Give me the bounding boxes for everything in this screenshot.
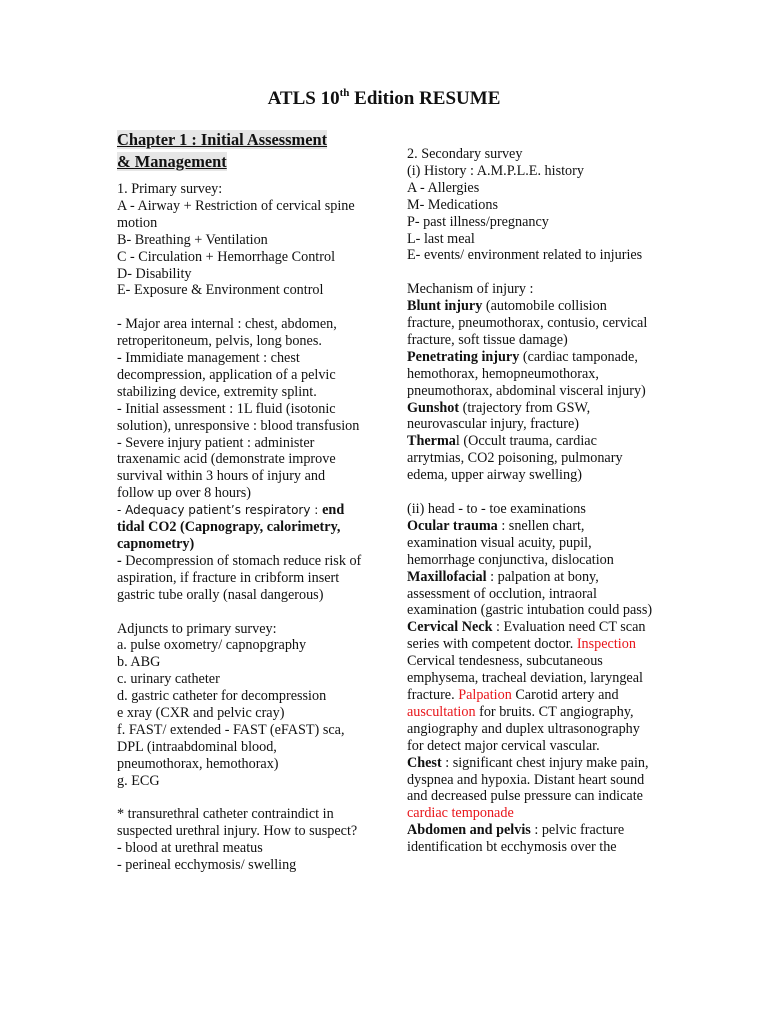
exam-term: Chest bbox=[407, 754, 442, 771]
title-text-rest: Edition RESUME bbox=[349, 88, 501, 109]
exam-abdomen-pelvis bbox=[407, 822, 657, 856]
exam-chest bbox=[407, 755, 657, 823]
document-title bbox=[0, 88, 768, 110]
primary-survey-item: C - Circulation + Hemorrhage Control bbox=[117, 248, 336, 265]
mechanism-text: (trajectory from GSW, neurovascular injury, fracture) bbox=[407, 399, 591, 433]
exam-text: : palpation at bony, assessment of occlution, intraoral examination (gastric intubation could pass) bbox=[407, 568, 653, 619]
primary-survey-item: E- Exposure & Environment control bbox=[117, 282, 324, 299]
transurethral-block bbox=[117, 806, 365, 874]
secondary-survey-heading: 2. Secondary survey bbox=[407, 146, 523, 162]
note-paragraph: - Severe injury patient : administer traxenamic acid (demonstrate improve survival within 3 hours of injury and follow up over 8 hours) bbox=[117, 434, 336, 502]
adjunct-item: b. ABG bbox=[117, 654, 161, 671]
mechanism-item bbox=[407, 433, 657, 484]
adjuncts-block bbox=[117, 621, 365, 790]
right-column bbox=[407, 146, 657, 856]
adjuncts-heading: Adjuncts to primary survey: bbox=[117, 620, 277, 637]
exam-text: : pelvic fracture identification bt ecchymosis over the bbox=[407, 822, 625, 856]
exam-term: Maxillofacial bbox=[407, 568, 487, 585]
adjunct-item: d. gastric catheter for decompression bbox=[117, 688, 327, 705]
ample-item: L- last meal bbox=[407, 230, 475, 247]
exam-text: : significant chest injury make pain, dyspnea and hypoxia. Distant heart sound and decreased pulse pressure can indicate bbox=[407, 754, 649, 805]
note-paragraph: - Major area internal : chest, abdomen, retroperitoneum, pelvis, long bones. bbox=[117, 316, 337, 350]
mechanism-term: Therma bbox=[407, 433, 456, 450]
chapter-heading bbox=[117, 129, 365, 172]
exam-text: Cervical tendesness, subcutaneous emphysema, tracheal deviation, laryngeal fracture. bbox=[407, 653, 643, 703]
mechanism-heading: Mechanism of injury : bbox=[407, 281, 534, 298]
exam-text: Carotid artery and bbox=[511, 686, 619, 703]
history-heading: (i) History : A.M.P.L.E. history bbox=[407, 162, 584, 179]
adequacy-bold: end tidal CO2 (Capnograpy, calorimetry, capnometry) bbox=[117, 502, 345, 553]
note-paragraph: - Immidiate management : chest decompression, application of a pelvic stabilizing device, extremity splint. bbox=[117, 350, 336, 400]
exam-text: for bruits. CT angiography, angiography and duplex ultrasonography for detect major cervical vascular. bbox=[407, 703, 640, 754]
mechanism-text: l (Occult trauma, cardiac arrytmias, CO2 poisoning, pulmonary edema, upper airway swelling) bbox=[407, 433, 623, 484]
mechanism-term: Penetrating injury bbox=[407, 348, 520, 365]
ample-item: P- past illness/pregnancy bbox=[407, 213, 549, 230]
mechanism-term: Blunt injury bbox=[407, 298, 483, 315]
exam-term: Cervical Neck bbox=[407, 619, 493, 636]
transurethral-note: * transurethral catheter contraindict in suspected urethral injury. How to suspect? bbox=[117, 806, 358, 840]
primary-survey-item: B- Breathing + Ventilation bbox=[117, 231, 268, 248]
exam-text: : Evaluation need CT scan series with competent doctor. bbox=[407, 619, 646, 653]
ample-item: E- events/ environment related to injuries bbox=[407, 247, 643, 264]
chapter-heading-line-2: & Management bbox=[117, 151, 227, 171]
adjunct-item: g. ECG bbox=[117, 772, 160, 789]
decompression-text: Decompression of stomach reduce risk of aspiration, if fracture in cribform insert gastric tube orally (nasal dangerous) bbox=[117, 552, 362, 603]
highlight-auscultation: auscultation bbox=[407, 703, 476, 720]
highlight-palpation: Palpation bbox=[458, 686, 512, 703]
exam-ocular bbox=[407, 518, 657, 569]
mechanism-text: (automobile collision fracture, pneumothorax, contusio, cervical fracture, soft tissue damage) bbox=[407, 298, 648, 348]
chapter-heading-line-1: Chapter 1 : Initial Assessment bbox=[117, 130, 328, 149]
title-superscript: th bbox=[339, 86, 350, 99]
mechanism-item bbox=[407, 298, 657, 349]
exam-term: Ocular trauma bbox=[407, 517, 498, 534]
adequacy-prefix: - Adequacy patient’s respiratory : bbox=[117, 503, 323, 518]
ample-item: A - Allergies bbox=[407, 179, 480, 196]
highlight-inspection: Inspection bbox=[576, 636, 636, 653]
exam-cervical-neck bbox=[407, 619, 657, 754]
adequacy-paragraph bbox=[117, 502, 365, 553]
primary-survey-heading: 1. Primary survey: bbox=[117, 181, 223, 197]
primary-survey-item: A - Airway + Restriction of cervical spine motion bbox=[117, 197, 355, 231]
mechanism-text: (cardiac tamponade, hemothorax, hemopneumothorax, pneumothorax, abdominal visceral injury) bbox=[407, 348, 646, 399]
head-to-toe-block bbox=[407, 501, 657, 856]
transurethral-sign: - perineal ecchymosis/ swelling bbox=[117, 857, 297, 874]
head-to-toe-heading: (ii) head - to - toe examinations bbox=[407, 501, 586, 517]
primary-survey-item: D- Disability bbox=[117, 265, 192, 282]
exam-term: Abdomen and pelvis bbox=[407, 822, 531, 839]
highlight-cardiac-temponade: cardiac temponade bbox=[407, 805, 514, 822]
mechanism-item bbox=[407, 349, 657, 400]
mechanism-item bbox=[407, 400, 657, 434]
secondary-survey-block bbox=[407, 146, 657, 264]
decompression-dash: - bbox=[117, 552, 122, 569]
adjunct-item: a. pulse oxometry/ capnopgraphy bbox=[117, 637, 307, 654]
transurethral-sign: - blood at urethral meatus bbox=[117, 840, 263, 857]
adjunct-item: e xray (CXR and pelvic cray) bbox=[117, 705, 285, 722]
adjunct-item: f. FAST/ extended - FAST (eFAST) sca, DPL (intraabdominal blood, pneumothorax, hemothorax) bbox=[117, 721, 345, 772]
primary-survey-block bbox=[117, 181, 365, 299]
mechanism-term: Gunshot bbox=[407, 399, 460, 416]
decompression-paragraph bbox=[117, 553, 365, 604]
notes-block bbox=[117, 316, 365, 603]
title-text: ATLS 10 bbox=[267, 88, 340, 109]
ample-item: M- Medications bbox=[407, 196, 499, 213]
mechanism-block bbox=[407, 281, 657, 484]
left-column bbox=[117, 129, 365, 874]
note-paragraph: - Initial assessment : 1L fluid (isotonic solution), unresponsive : blood transfusion bbox=[117, 400, 360, 434]
adjunct-item: c. urinary catheter bbox=[117, 671, 220, 688]
exam-text: : snellen chart, examination visual acuity, pupil, hemorrhage conjunctiva, dislocation bbox=[407, 517, 614, 568]
exam-maxillofacial bbox=[407, 569, 657, 620]
